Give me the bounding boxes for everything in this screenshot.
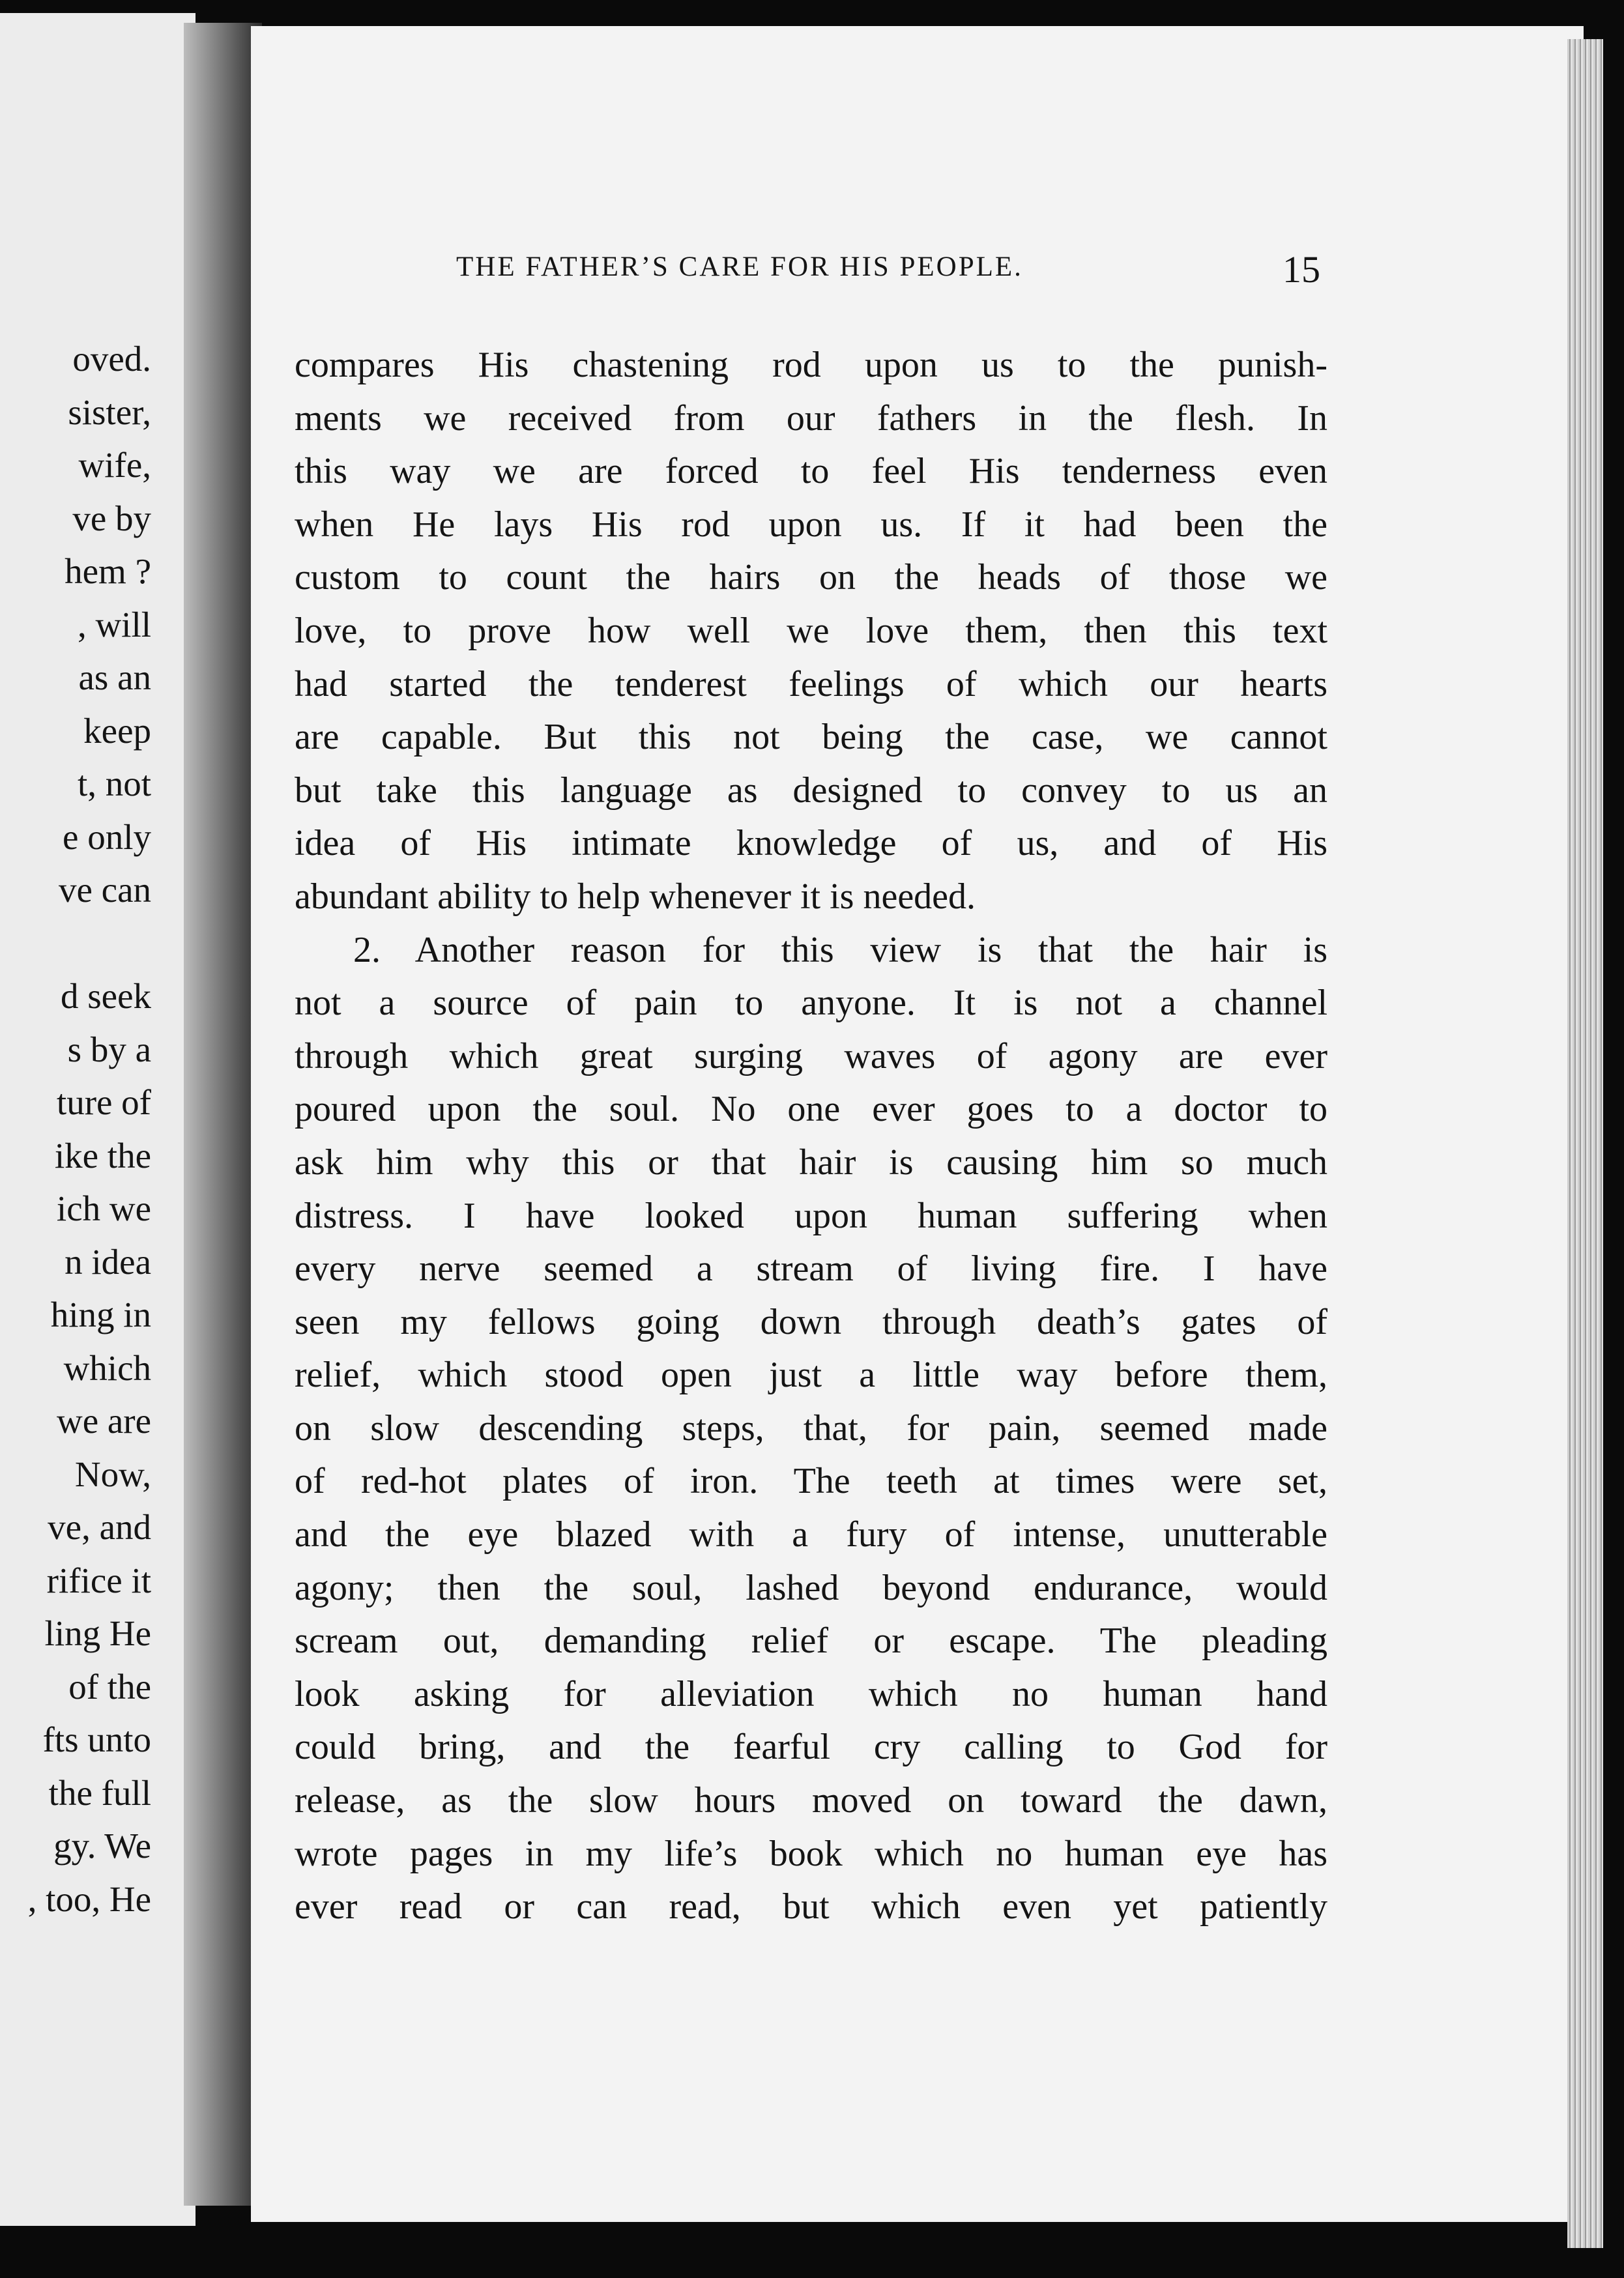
page-number: 15: [1283, 248, 1320, 291]
left-fragment: , will: [77, 604, 151, 644]
left-fragment: keep: [83, 710, 151, 751]
text-line: not a source of pain to anyone. It is not a channel: [295, 983, 1327, 1024]
left-fragment: d seek: [61, 976, 151, 1016]
text-line: compares His chastening rod upon us to the punish-: [295, 345, 1327, 385]
left-fragment: s by a: [67, 1029, 151, 1069]
left-fragment: e only: [63, 816, 151, 857]
left-fragment: [0, 917, 151, 970]
text-line: poured upon the soul. No one ever goes to a doctor to: [295, 1089, 1327, 1130]
left-fragment: ve by: [72, 498, 151, 538]
text-line: of red-hot plates of iron. The teeth at times were set,: [295, 1461, 1327, 1502]
left-fragment: hing in: [50, 1295, 151, 1334]
left-fragment: the full: [48, 1772, 151, 1813]
text-line: abundant ability to help whenever it is needed.: [295, 876, 976, 917]
text-line: on slow descending steps, that, for pain, seemed made: [295, 1407, 1327, 1449]
text-line: scream out, demanding relief or escape. The pleading: [295, 1621, 1327, 1662]
left-fragment: ike the: [54, 1135, 151, 1175]
text-line: distress. I have looked upon human suffering when: [295, 1195, 1327, 1236]
left-fragment: we are: [56, 1401, 151, 1441]
left-fragment: fts unto: [42, 1720, 151, 1759]
text-line: agony; then the soul, lashed beyond endurance, would: [295, 1567, 1327, 1608]
book-gutter-shadow: [184, 23, 262, 2206]
text-line: ever read or can read, but which even yet patiently: [295, 1886, 1327, 1927]
left-fragment: ling He: [44, 1613, 151, 1653]
text-line: custom to count the hairs on the heads of those we: [295, 557, 1327, 598]
left-fragment: which: [63, 1348, 151, 1388]
left-fragment: ve, and: [48, 1507, 151, 1547]
text-line: had started the tenderest feelings of which our hearts: [295, 663, 1327, 704]
body-text: [295, 339, 1327, 1934]
left-fragment: sister,: [68, 392, 151, 432]
left-fragment: n idea: [65, 1241, 151, 1282]
left-fragment: rifice it: [46, 1560, 151, 1600]
left-fragment: t, not: [77, 764, 151, 803]
text-line: ments we received from our fathers in the flesh. In: [295, 397, 1327, 439]
text-line: look asking for alleviation which no human hand: [295, 1673, 1327, 1714]
text-line: love, to prove how well we love them, then this text: [295, 610, 1327, 651]
left-fragment: ture of: [56, 1082, 151, 1122]
left-fragment: gy. We: [53, 1826, 151, 1866]
text-line: when He lays His rod upon us. If it had been the: [295, 504, 1327, 545]
text-line: every nerve seemed a stream of living fire. I have: [295, 1248, 1327, 1290]
left-fragment: , too, He: [27, 1879, 151, 1919]
text-line: but take this language as designed to convey to us an: [295, 770, 1327, 811]
text-line: could bring, and the fearful cry calling to God for: [295, 1727, 1327, 1768]
text-line: are capable. But this not being the case, we cannot: [295, 717, 1327, 758]
text-line: idea of His intimate knowledge of us, and of His: [295, 823, 1327, 864]
left-fragment: hem ?: [65, 551, 151, 591]
left-fragment: of the: [68, 1666, 151, 1707]
left-fragment: wife,: [78, 445, 151, 485]
left-fragment: Now,: [74, 1454, 151, 1494]
page-edges: [1567, 39, 1603, 2248]
left-fragment: as an: [78, 657, 151, 697]
paragraph-start-line: 2. Another reason for this view is that the hair is: [353, 929, 1327, 970]
text-line: relief, which stood open just a little way before them,: [295, 1355, 1327, 1396]
text-line: through which great surging waves of agony are ever: [295, 1035, 1327, 1076]
running-head: THE FATHER’S CARE FOR HIS PEOPLE.: [456, 252, 1023, 282]
left-page-text-fragments: [0, 332, 151, 1925]
text-line: and the eye blazed with a fury of intense, unutterable: [295, 1514, 1327, 1555]
left-fragment: ich we: [56, 1189, 151, 1228]
text-line: this way we are forced to feel His tenderness even: [295, 451, 1327, 492]
text-line: release, as the slow hours moved on toward the dawn,: [295, 1780, 1327, 1821]
text-line: wrote pages in my life’s book which no human eye has: [295, 1833, 1327, 1874]
text-line: ask him why this or that hair is causing him so much: [295, 1142, 1327, 1183]
left-fragment: oved.: [72, 339, 151, 379]
text-line: seen my fellows going down through death’s gates of: [295, 1301, 1327, 1342]
left-fragment: ve can: [59, 870, 151, 910]
